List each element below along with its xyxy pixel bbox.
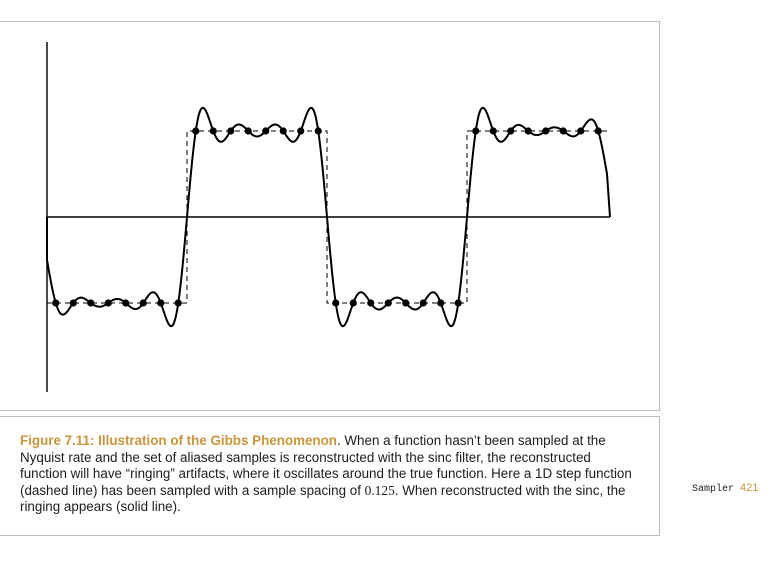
sample-point <box>157 299 164 306</box>
caption-heading <box>20 433 337 448</box>
caption-body-1: . When a function hasn’t been sampled at the Nyquist rate and the set of aliased samples is reconstructed with the sinc filter, the reconstructed function will have “ringing” artifacts, where it oscillates around the true function. Here a 1D step function (dashed line) has been sampled with a sample spacing of <box>20 433 632 498</box>
figure-caption <box>0 416 660 536</box>
sample-point <box>472 127 479 134</box>
sample-point <box>490 127 497 134</box>
caption-title: Illustration of the Gibbs Phenomenon <box>98 433 337 448</box>
sample-point <box>350 299 357 306</box>
sample-point <box>525 127 532 134</box>
sample-point <box>542 127 549 134</box>
running-head-section: Sampler <box>692 484 735 495</box>
sample-point <box>420 299 427 306</box>
sample-point <box>210 127 217 134</box>
sample-point <box>105 299 112 306</box>
sample-point <box>52 299 59 306</box>
sample-point <box>560 127 567 134</box>
gibbs-figure <box>0 22 660 412</box>
caption-label: Figure 7.11: <box>20 433 95 448</box>
sample-point <box>175 299 182 306</box>
figure-frame <box>0 21 660 411</box>
sample-point <box>122 299 129 306</box>
sample-point <box>245 127 252 134</box>
sample-point <box>507 127 514 134</box>
sample-point <box>140 299 147 306</box>
sample-point <box>437 299 444 306</box>
sample-point <box>87 299 94 306</box>
sample-point <box>367 299 374 306</box>
sample-point <box>280 127 287 134</box>
sample-point <box>455 299 462 306</box>
sample-point <box>315 127 322 134</box>
caption-body-2: . When reconstructed with the sinc, the ringing appears (solid line). <box>20 482 626 515</box>
caption-sample-spacing: 0.125 <box>364 482 395 498</box>
sample-point <box>385 299 392 306</box>
sample-point <box>577 127 584 134</box>
sample-point <box>227 127 234 134</box>
sample-point <box>297 127 304 134</box>
axes <box>47 42 610 392</box>
page-number: 421 <box>740 482 759 494</box>
sample-point <box>402 299 409 306</box>
sample-point <box>262 127 269 134</box>
sample-point <box>332 299 339 306</box>
running-head <box>692 482 758 495</box>
sample-point <box>70 299 77 306</box>
sample-point <box>595 127 602 134</box>
sample-point <box>192 127 199 134</box>
